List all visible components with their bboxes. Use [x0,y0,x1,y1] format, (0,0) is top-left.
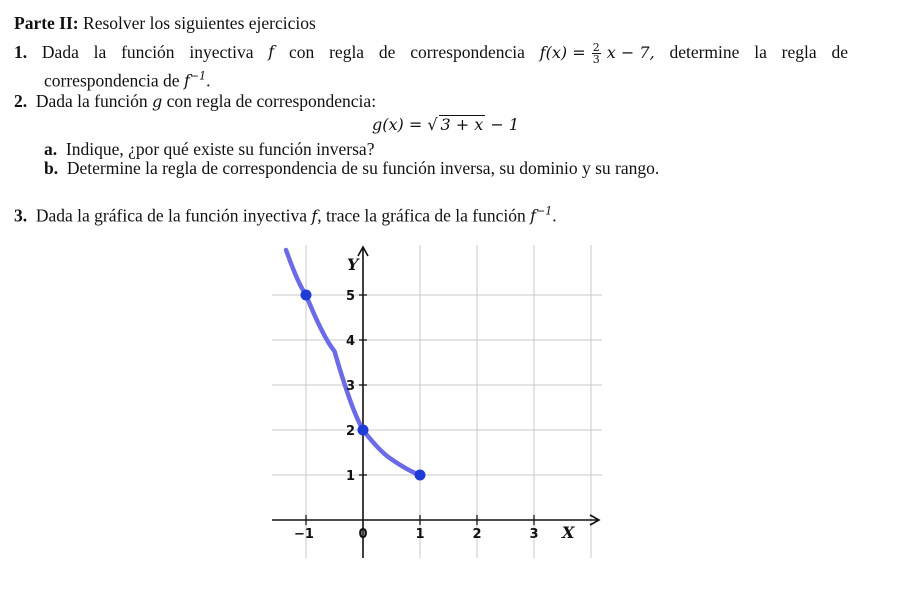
ex1-word: f [268,42,275,61]
ex1-line2-text: correspondencia de [44,70,184,91]
grid [272,245,602,558]
ex1-word: con [289,42,315,62]
curve-point [358,425,369,436]
formula-lhs: f(x) = [539,43,586,62]
formula-rhs: x − 7, [606,43,655,62]
part-label: Parte II: [14,13,79,33]
y-tick-label: 3 [345,379,355,394]
function-g-formula: g(x) = √ 3 + x − 1 [372,115,520,134]
item-b-text: Determine la regla de correspondencia de su función inversa, su dominio y su rango. [66,158,660,178]
ex1-word: regla [781,42,817,62]
period: . [206,70,211,91]
exercise-2-number: 2. [14,91,28,111]
g-formula-lhs: g(x) = [372,115,428,134]
part-instruction: Resolver los siguientes ejercicios [83,13,316,33]
fraction-numerator: 2 [592,41,600,54]
fraction [592,42,601,65]
x-axis-label: X [562,523,575,542]
f-inverse [184,71,206,90]
f-inverse [530,206,552,225]
ex1-word: inyectiva [189,42,254,62]
item-a-text: Indique, ¿por qué existe su función inversa? [65,139,375,159]
f-symbol: f [311,206,318,226]
period: . [552,205,557,226]
ex2-text-2: con regla de correspondencia: [162,91,377,111]
f-symbol: f [183,71,190,91]
exercise-2-line-1 [14,91,376,112]
inverse-exponent: −1 [536,205,553,218]
g-formula-rhs: − 1 [485,115,520,134]
x-tick-label: 3 [529,527,539,542]
y-tick-label: 4 [345,334,355,349]
exercise-1-number: 1. [14,42,28,62]
y-tick-label: 2 [345,424,355,439]
ex1-word: función [121,42,175,62]
function-graph [270,240,615,565]
f-symbol: f [530,206,537,226]
y-tick-label: 5 [345,289,355,304]
fraction-denominator: 3 [592,53,600,66]
ex2-text: Dada la función [35,91,153,111]
exercise-3 [14,202,557,226]
x-tick-label: 1 [415,527,425,542]
ex1-word: la [93,42,107,62]
ex3-text: Dada la gráfica de la función inyectiva [35,205,312,226]
ex1-word: correspondencia [410,42,525,62]
y-tick-label: 1 [345,469,355,484]
exercise-2a [44,139,374,159]
curve-point [301,290,312,301]
exercise-1-line-1 [14,42,848,65]
x-tick-label: −1 [294,527,314,542]
item-a-label: a. [44,139,58,159]
ex1-word: de [831,42,848,62]
ex1-word: Dada [41,42,79,62]
g-symbol: g [152,92,163,111]
y-axis-label: Y [347,255,359,274]
x-tick-label: 0 [358,527,368,542]
ex3-text-2: , trace la gráfica de la función [317,205,531,226]
part-heading [14,13,316,33]
axes [272,247,599,558]
tick-labels [294,255,575,542]
ex1-word: la [754,42,767,62]
radicand: 3 + x [440,115,484,134]
ex1-word: determine [669,42,740,62]
item-b-label: b. [44,158,59,178]
x-tick-label: 2 [472,527,482,542]
ex1-word: de [378,42,396,62]
inverse-exponent: −1 [189,70,207,83]
exercise-1-line-2 [44,67,210,91]
ex1-word: regla [329,42,365,62]
exercise-3-number: 3. [14,205,28,226]
exercise-2b [44,158,659,178]
function-f-formula [540,42,655,65]
curve-point [415,470,426,481]
